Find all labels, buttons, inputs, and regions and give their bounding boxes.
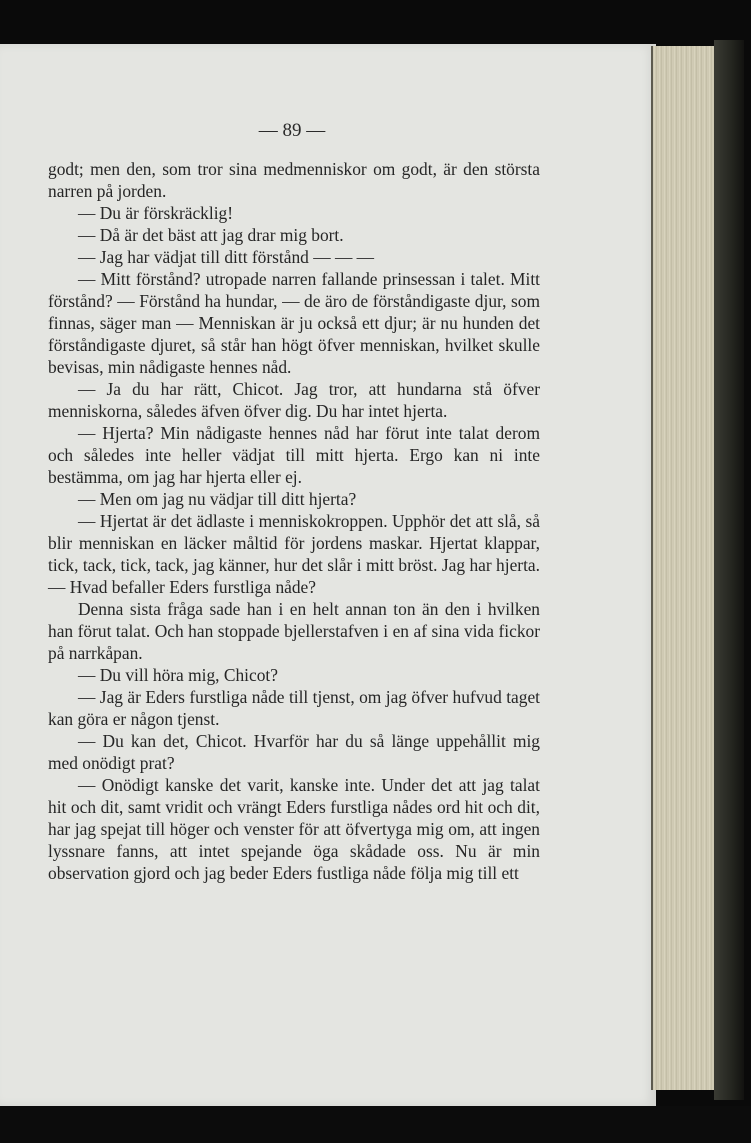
paragraph: — Du är förskräcklig!: [78, 203, 234, 223]
paragraph: — Hjerta? Min nådigaste hennes nåd har förut inte talat derom och således inte heller vädjat till mitt hjerta. Ergo kan ni inte bestämma, om jag har hjerta eller ej.: [48, 423, 540, 487]
paragraph: — Mitt förstånd? utropade narren fallande prinsessan i talet. Mitt förstånd? — Förstånd ha hundar, — de äro de förståndigaste djur, som finnas, säger man — Menniskan är ju också ett djur; är nu hunden det förståndigaste djuret, så står han högt öfver menniskan, hvilket skulle bevisas, min nådigaste hennes nåd.: [48, 269, 540, 377]
book-cover: [714, 40, 744, 1100]
paragraph: — Du kan det, Chicot. Hvarför har du så länge uppehållit mig med onödigt prat?: [48, 731, 540, 773]
page-number: — 89 —: [258, 120, 326, 141]
page-edges: [651, 46, 723, 1090]
paragraph: — Jag är Eders furstliga nåde till tjenst, om jag öfver hufvud taget kan göra er någon tjenst.: [48, 687, 540, 729]
paragraph: — Onödigt kanske det varit, kanske inte. Under det att jag talat hit och dit, samt vridit och vrängt Eders furstliga nådes ord hit och dit, har jag spejat till höger och venster för att öfvertyga mig om, att ingen lyssnare fanns, att intet spejande öga skådade oss. Nu är min observation gjord och jag beder Eders fustliga nåde följa mig till ett: [48, 775, 540, 883]
paragraph: Denna sista fråga sade han i en helt annan ton än den i hvilken han förut talat. Och han stoppade bjellerstafven i en af sina vida fickor på narrkåpan.: [48, 599, 540, 663]
paragraph: — Ja du har rätt, Chicot. Jag tror, att hundarna stå öfver menniskorna, således äfven öfver dig. Du har intet hjerta.: [48, 379, 540, 421]
background-strip: [0, 1106, 751, 1143]
paragraph: — Men om jag nu vädjar till ditt hjerta?: [78, 489, 357, 509]
paragraph: — Då är det bäst att jag drar mig bort.: [78, 225, 344, 245]
paragraph: — Du vill höra mig, Chicot?: [78, 665, 278, 685]
page-text: [48, 158, 540, 884]
paragraph: — Hjertat är det ädlaste i menniskokroppen. Upphör det att slå, så blir menniskan en läcker måltid för jordens maskar. Hjertat klappar, tick, tack, tick, tack, jag känner, hur det slår i mitt bröst. Jag har hjerta. — Hvad befaller Eders furstliga nåde?: [48, 511, 540, 597]
paragraph: — Jag har vädjat till ditt förstånd — — —: [78, 247, 375, 267]
paragraph: godt; men den, som tror sina medmenniskor om godt, är den största narren på jorden.: [48, 159, 540, 201]
